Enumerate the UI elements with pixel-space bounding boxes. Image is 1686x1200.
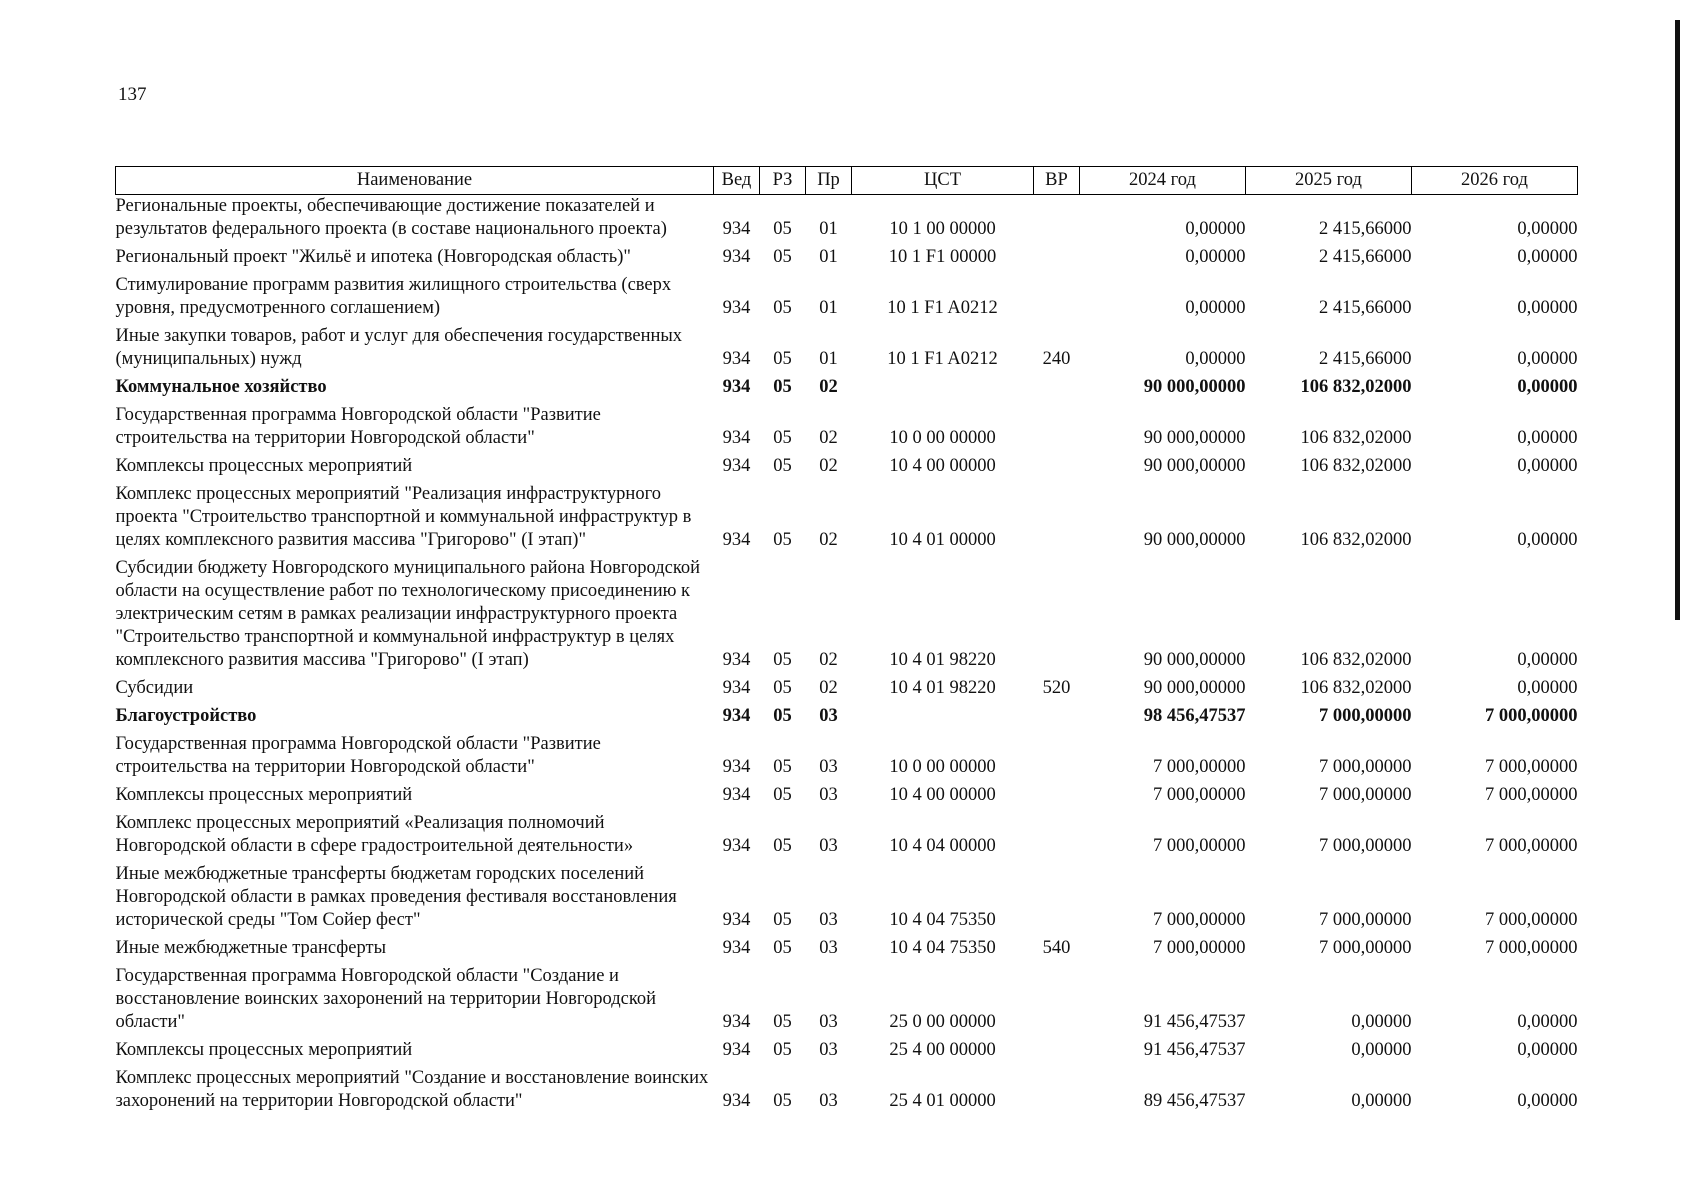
cell-y2025: 7 000,00000 <box>1319 938 1412 958</box>
cell-y2024: 90 000,00000 <box>1143 456 1246 476</box>
cell-cst: 25 0 00 00000 <box>889 1012 996 1032</box>
cell-y2026: 0,00000 <box>1517 650 1578 670</box>
cell-ved: 934 <box>722 530 751 550</box>
cell-y2024: 0,00000 <box>1185 349 1246 369</box>
cell-y2026: 0,00000 <box>1517 1012 1578 1032</box>
cell-y2026: 0,00000 <box>1517 298 1578 318</box>
cell-cst: 10 1 00 00000 <box>889 219 996 239</box>
cell-vr <box>1034 557 1080 677</box>
cell-y2025: 0,00000 <box>1351 1040 1412 1060</box>
cell-y2024: 7 000,00000 <box>1153 836 1246 856</box>
cell-name: Благоустройство <box>115 706 257 726</box>
cell-cst: 10 4 01 98220 <box>889 650 996 670</box>
cell-cst: 25 4 00 00000 <box>889 1040 996 1060</box>
cell-name: Иные закупки товаров, работ и услуг для обеспечения государственных (муниципальных) нужд <box>115 326 683 369</box>
table-row <box>116 733 1578 784</box>
cell-cst: 10 4 01 98220 <box>889 678 996 698</box>
cell-y2025: 2 415,66000 <box>1319 349 1412 369</box>
cell-rz: 05 <box>773 247 792 267</box>
cell-vr <box>1034 195 1080 247</box>
cell-pr: 03 <box>819 1040 838 1060</box>
table-row <box>116 246 1578 274</box>
cell-ved: 934 <box>722 678 751 698</box>
cell-cst: 10 1 F1 A0212 <box>887 298 998 318</box>
col-header-2025: 2025 год <box>1246 167 1412 195</box>
cell-vr <box>1034 812 1080 863</box>
cell-pr: 02 <box>819 456 838 476</box>
cell-cst: 10 4 00 00000 <box>889 785 996 805</box>
cell-pr: 03 <box>819 757 838 777</box>
cell-pr: 01 <box>819 298 838 318</box>
cell-rz: 05 <box>773 1012 792 1032</box>
cell-y2024: 89 456,47537 <box>1143 1091 1246 1111</box>
table-row <box>116 195 1578 247</box>
col-header-name: Наименование <box>116 167 714 195</box>
cell-y2024: 91 456,47537 <box>1143 1012 1246 1032</box>
cell-name: Субсидии бюджету Новгородского муниципального района Новгородской области на осуществление работ по технологическому присоединению к электрическим сетям в рамках реализации инфраструктурного проекта "Строительство транспортной и коммунальной инфраструктур в целях комплексного развития массива "Григорово" (I этап) <box>115 558 701 670</box>
cell-name: Иные межбюджетные трансферты <box>115 938 387 958</box>
cell-y2024: 0,00000 <box>1185 219 1246 239</box>
scan-edge-line <box>1675 20 1680 620</box>
cell-cst: 10 4 00 00000 <box>889 456 996 476</box>
cell-y2024: 91 456,47537 <box>1143 1040 1246 1060</box>
cell-vr <box>1034 1067 1080 1118</box>
cell-y2025: 0,00000 <box>1351 1091 1412 1111</box>
cell-y2026: 0,00000 <box>1517 1040 1578 1060</box>
cell-ved: 934 <box>722 757 751 777</box>
table-header-row <box>116 167 1578 195</box>
cell-cst: 25 4 01 00000 <box>889 1091 996 1111</box>
cell-y2026: 0,00000 <box>1517 530 1578 550</box>
cell-ved: 934 <box>722 298 751 318</box>
cell-vr: 240 <box>1042 349 1071 369</box>
cell-y2025: 106 832,02000 <box>1300 650 1412 670</box>
cell-vr: 520 <box>1042 678 1071 698</box>
cell-y2025: 7 000,00000 <box>1319 836 1412 856</box>
cell-y2025: 106 832,02000 <box>1300 377 1412 397</box>
cell-y2026: 0,00000 <box>1517 456 1578 476</box>
cell-ved: 934 <box>722 836 751 856</box>
cell-pr: 01 <box>819 219 838 239</box>
cell-pr: 03 <box>819 1091 838 1111</box>
cell-name: Комплекс процессных мероприятий «Реализация полномочий Новгородской области в сфере градостроительной деятельности» <box>115 813 634 856</box>
cell-ved: 934 <box>722 785 751 805</box>
cell-pr: 03 <box>819 836 838 856</box>
cell-rz: 05 <box>773 910 792 930</box>
cell-name: Региональный проект "Жильё и ипотека (Новгородская область)" <box>115 247 631 267</box>
cell-pr: 03 <box>819 785 838 805</box>
cell-name: Государственная программа Новгородской области "Создание и восстановление воинских захоронений на территории Новгородской области" <box>115 966 657 1032</box>
cell-cst: 10 4 04 75350 <box>889 938 996 958</box>
table-row <box>116 1039 1578 1067</box>
cell-cst <box>852 705 1034 733</box>
cell-vr <box>1034 784 1080 812</box>
cell-ved: 934 <box>722 377 751 397</box>
cell-rz: 05 <box>773 757 792 777</box>
cell-rz: 05 <box>773 377 792 397</box>
cell-y2026: 7 000,00000 <box>1485 706 1578 726</box>
col-header-2026: 2026 год <box>1412 167 1578 195</box>
table-row <box>116 325 1578 376</box>
cell-y2026: 0,00000 <box>1517 349 1578 369</box>
cell-y2026: 0,00000 <box>1517 247 1578 267</box>
cell-ved: 934 <box>722 1012 751 1032</box>
cell-ved: 934 <box>722 428 751 448</box>
cell-vr <box>1034 863 1080 937</box>
table-row <box>116 965 1578 1039</box>
cell-vr <box>1034 705 1080 733</box>
cell-vr <box>1034 483 1080 557</box>
cell-y2026: 7 000,00000 <box>1485 836 1578 856</box>
cell-pr: 02 <box>819 428 838 448</box>
cell-vr <box>1034 1039 1080 1067</box>
budget-table <box>115 166 1578 1118</box>
cell-y2024: 7 000,00000 <box>1153 757 1246 777</box>
cell-y2026: 7 000,00000 <box>1485 785 1578 805</box>
cell-rz: 05 <box>773 1040 792 1060</box>
cell-pr: 02 <box>819 650 838 670</box>
cell-ved: 934 <box>722 938 751 958</box>
table-row <box>116 404 1578 455</box>
cell-y2024: 90 000,00000 <box>1143 678 1246 698</box>
table-row <box>116 705 1578 733</box>
cell-rz: 05 <box>773 706 792 726</box>
cell-y2026: 0,00000 <box>1517 219 1578 239</box>
cell-y2024: 90 000,00000 <box>1143 428 1246 448</box>
cell-vr <box>1034 274 1080 325</box>
cell-name: Коммунальное хозяйство <box>115 377 327 397</box>
cell-ved: 934 <box>722 349 751 369</box>
cell-rz: 05 <box>773 456 792 476</box>
cell-y2026: 7 000,00000 <box>1485 910 1578 930</box>
cell-ved: 934 <box>722 219 751 239</box>
col-header-pr: Пр <box>806 167 852 195</box>
cell-y2024: 7 000,00000 <box>1153 938 1246 958</box>
cell-y2025: 106 832,02000 <box>1300 678 1412 698</box>
cell-rz: 05 <box>773 349 792 369</box>
cell-name: Комплекс процессных мероприятий "Реализация инфраструктурного проекта "Строительство транспортной и коммунальной инфраструктур в целях комплексного развития массива "Григорово" (I этап)" <box>115 484 692 550</box>
cell-name: Комплексы процессных мероприятий <box>115 456 413 476</box>
cell-y2026: 7 000,00000 <box>1485 757 1578 777</box>
cell-ved: 934 <box>722 706 751 726</box>
cell-y2024: 90 000,00000 <box>1143 377 1246 397</box>
cell-cst: 10 0 00 00000 <box>889 428 996 448</box>
cell-y2025: 106 832,02000 <box>1300 530 1412 550</box>
table-row <box>116 937 1578 965</box>
cell-y2024: 0,00000 <box>1185 247 1246 267</box>
col-header-ved: Вед <box>714 167 760 195</box>
cell-pr: 02 <box>819 530 838 550</box>
col-header-vr: ВР <box>1034 167 1080 195</box>
cell-cst: 10 4 04 75350 <box>889 910 996 930</box>
cell-cst <box>852 376 1034 404</box>
cell-vr <box>1034 965 1080 1039</box>
table-row <box>116 863 1578 937</box>
cell-rz: 05 <box>773 298 792 318</box>
cell-y2026: 7 000,00000 <box>1485 938 1578 958</box>
cell-cst: 10 1 F1 00000 <box>888 247 997 267</box>
cell-y2026: 0,00000 <box>1517 1091 1578 1111</box>
cell-name: Стимулирование программ развития жилищного строительства (сверх уровня, предусмотренного соглашением) <box>115 275 672 318</box>
cell-ved: 934 <box>722 247 751 267</box>
cell-y2024: 90 000,00000 <box>1143 530 1246 550</box>
cell-y2024: 98 456,47537 <box>1143 706 1246 726</box>
cell-cst: 10 4 01 00000 <box>889 530 996 550</box>
col-header-2024: 2024 год <box>1080 167 1246 195</box>
table-row <box>116 1067 1578 1118</box>
cell-ved: 934 <box>722 910 751 930</box>
table-body <box>116 195 1578 1119</box>
cell-cst: 10 0 00 00000 <box>889 757 996 777</box>
cell-rz: 05 <box>773 428 792 448</box>
col-header-rz: РЗ <box>760 167 806 195</box>
cell-rz: 05 <box>773 836 792 856</box>
table-row <box>116 784 1578 812</box>
cell-rz: 05 <box>773 678 792 698</box>
cell-name: Иные межбюджетные трансферты бюджетам городских поселений Новгородской области в рамках проведения фестиваля восстановления исторической среды "Том Сойер фест" <box>115 864 677 930</box>
cell-vr <box>1034 376 1080 404</box>
cell-y2026: 0,00000 <box>1517 377 1578 397</box>
cell-name: Комплекс процессных мероприятий "Создание и восстановление воинских захоронений на территории Новгородской области" <box>115 1068 709 1111</box>
cell-y2024: 7 000,00000 <box>1153 785 1246 805</box>
cell-pr: 03 <box>819 910 838 930</box>
cell-y2024: 90 000,00000 <box>1143 650 1246 670</box>
cell-y2026: 0,00000 <box>1517 428 1578 448</box>
cell-y2026: 0,00000 <box>1517 678 1578 698</box>
cell-rz: 05 <box>773 938 792 958</box>
table-row <box>116 376 1578 404</box>
cell-rz: 05 <box>773 530 792 550</box>
cell-y2025: 7 000,00000 <box>1319 706 1412 726</box>
cell-name: Комплексы процессных мероприятий <box>115 785 413 805</box>
cell-y2025: 106 832,02000 <box>1300 428 1412 448</box>
cell-pr: 02 <box>819 377 838 397</box>
cell-y2025: 2 415,66000 <box>1319 298 1412 318</box>
cell-ved: 934 <box>722 1040 751 1060</box>
table-row <box>116 677 1578 705</box>
cell-name: Региональные проекты, обеспечивающие достижение показателей и результатов федерального проекта (в составе национального проекта) <box>115 196 667 239</box>
cell-vr <box>1034 733 1080 784</box>
cell-rz: 05 <box>773 219 792 239</box>
cell-name: Государственная программа Новгородской области "Развитие строительства на территории Новгородской области" <box>115 405 601 448</box>
table-row <box>116 483 1578 557</box>
cell-vr <box>1034 455 1080 483</box>
cell-pr: 03 <box>819 938 838 958</box>
cell-name: Субсидии <box>115 678 194 698</box>
cell-y2024: 7 000,00000 <box>1153 910 1246 930</box>
cell-ved: 934 <box>722 1091 751 1111</box>
cell-pr: 03 <box>819 1012 838 1032</box>
cell-rz: 05 <box>773 785 792 805</box>
cell-y2025: 0,00000 <box>1351 1012 1412 1032</box>
col-header-cst: ЦСТ <box>852 167 1034 195</box>
table-row <box>116 274 1578 325</box>
cell-y2025: 7 000,00000 <box>1319 785 1412 805</box>
cell-y2025: 7 000,00000 <box>1319 757 1412 777</box>
cell-ved: 934 <box>722 650 751 670</box>
cell-rz: 05 <box>773 650 792 670</box>
cell-vr <box>1034 404 1080 455</box>
cell-rz: 05 <box>773 1091 792 1111</box>
cell-pr: 02 <box>819 678 838 698</box>
cell-ved: 934 <box>722 456 751 476</box>
cell-name: Комплексы процессных мероприятий <box>115 1040 413 1060</box>
cell-cst: 10 1 F1 A0212 <box>887 349 998 369</box>
cell-y2024: 0,00000 <box>1185 298 1246 318</box>
cell-vr <box>1034 246 1080 274</box>
cell-pr: 01 <box>819 349 838 369</box>
cell-pr: 03 <box>819 706 838 726</box>
cell-pr: 01 <box>819 247 838 267</box>
table-row <box>116 812 1578 863</box>
table-row <box>116 455 1578 483</box>
table-row <box>116 557 1578 677</box>
cell-y2025: 7 000,00000 <box>1319 910 1412 930</box>
cell-y2025: 2 415,66000 <box>1319 219 1412 239</box>
cell-y2025: 106 832,02000 <box>1300 456 1412 476</box>
page-number: 137 <box>118 84 147 105</box>
cell-y2025: 2 415,66000 <box>1319 247 1412 267</box>
cell-vr: 540 <box>1042 938 1071 958</box>
cell-cst: 10 4 04 00000 <box>889 836 996 856</box>
cell-name: Государственная программа Новгородской области "Развитие строительства на территории Новгородской области" <box>115 734 601 777</box>
